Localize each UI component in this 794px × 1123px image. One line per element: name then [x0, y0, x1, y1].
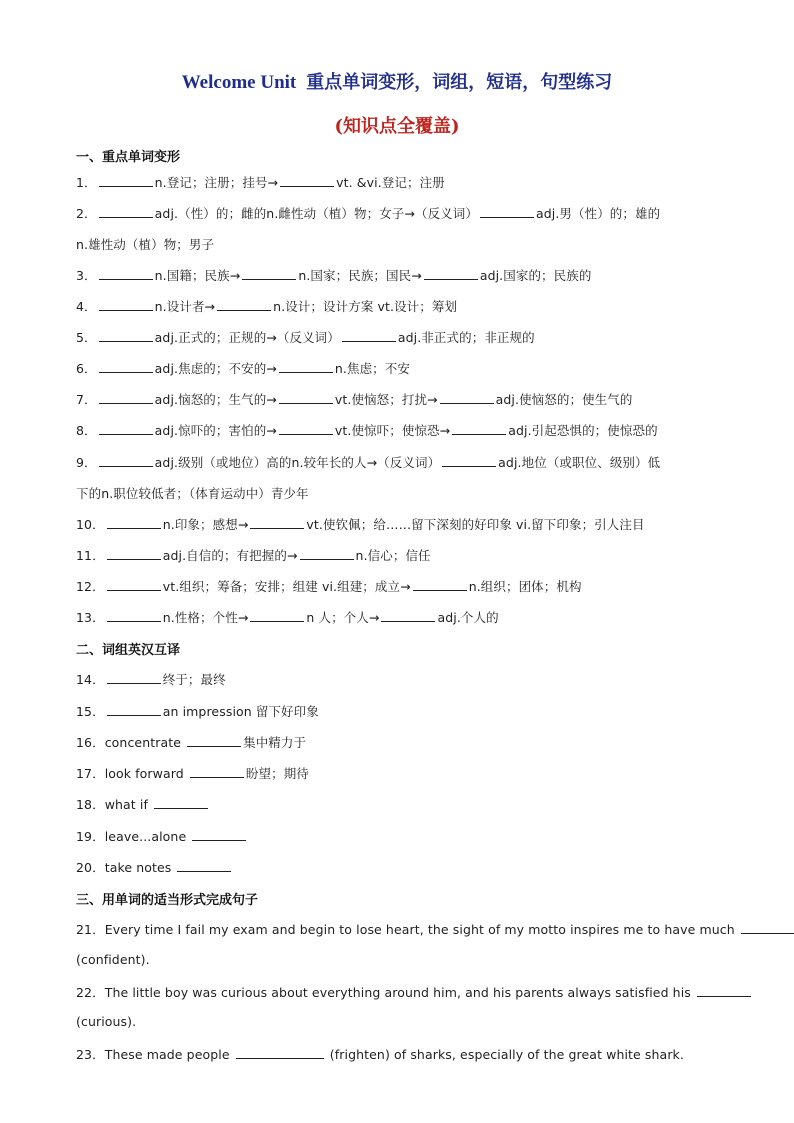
question-6: 6． adj.焦虑的；不安的→ n.焦虑；不安 — [76, 361, 410, 376]
section-heading-word-forms: 一、重点单词变形 — [76, 150, 181, 165]
answer-blank[interactable] — [107, 609, 161, 622]
answer-blank[interactable] — [452, 422, 506, 435]
question-9: 9． adj.级别（或地位）高的n.较年长的人→（反义词） adj.地位（或职位、级别）低 — [76, 455, 661, 470]
answer-blank[interactable] — [99, 454, 153, 467]
answer-blank[interactable] — [279, 391, 333, 404]
question-12: 12． vt.组织；筹备；安排；组建 vi.组建；成立→ n.组织；团体；机构 — [76, 579, 582, 594]
answer-blank[interactable] — [99, 391, 153, 404]
question-20: 20．take notes — [76, 858, 726, 876]
answer-blank[interactable] — [192, 828, 246, 841]
answer-blank[interactable] — [697, 984, 751, 997]
question-5: 5． adj.正式的；正规的→（反义词） adj.非正式的；非正规的 — [76, 330, 535, 345]
answer-blank[interactable] — [217, 298, 271, 311]
answer-blank[interactable] — [413, 578, 467, 591]
title-chinese: 重点单词变形，词组，短语，句型练习 — [306, 72, 613, 93]
question-18: 18．what if — [76, 795, 726, 813]
question-10: 10． n.印象；感想→ vt.使钦佩；给……留下深刻的好印象 vi.留下印象；引人注目 — [76, 517, 645, 532]
answer-blank[interactable] — [250, 516, 304, 529]
answer-blank[interactable] — [442, 454, 496, 467]
answer-blank[interactable] — [440, 391, 494, 404]
answer-blank[interactable] — [107, 671, 161, 684]
question-2: 2． adj.（性）的；雌的n.雌性动（植）物；女子→（反义词） adj.男（性）的；雄的 — [76, 206, 661, 221]
answer-blank[interactable] — [107, 547, 161, 560]
answer-blank[interactable] — [480, 205, 534, 218]
answer-blank[interactable] — [342, 329, 396, 342]
answer-blank[interactable] — [99, 329, 153, 342]
question-13: 13． n.性格；个性→ n 人；个人→ adj.个人的 — [76, 610, 499, 625]
question-4: 4． n.设计者→ n.设计；设计方案 vt.设计；筹划 — [76, 299, 458, 314]
question-11: 11． adj.自信的；有把握的→ n.信心；信任 — [76, 548, 431, 563]
section-heading-phrase-translation: 二、词组英汉互译 — [76, 643, 181, 658]
answer-blank[interactable] — [107, 703, 161, 716]
answer-blank[interactable] — [177, 859, 231, 872]
worksheet-subtitle: (知识点全覆盖) — [334, 116, 460, 137]
question-22: 22．The little boy was curious about everything around him, and his parents always satisfied his — [76, 983, 726, 1001]
answer-blank[interactable] — [154, 796, 208, 809]
answer-blank[interactable] — [280, 174, 334, 187]
question-23: 23．These made people (frighten) of sharks, especially of the great white shark. — [76, 1047, 684, 1062]
answer-blank[interactable] — [424, 267, 478, 280]
answer-blank[interactable] — [279, 360, 333, 373]
answer-blank[interactable] — [99, 267, 153, 280]
question-3: 3． n.国籍；民族→ n.国家；民族；国民→ adj.国家的；民族的 — [76, 268, 592, 283]
answer-blank[interactable] — [190, 765, 244, 778]
question-22-continued: (curious). — [76, 1014, 137, 1029]
answer-blank[interactable] — [279, 422, 333, 435]
answer-blank[interactable] — [107, 516, 161, 529]
question-15: 15． an impression 留下好印象 — [76, 704, 319, 719]
worksheet-title — [0, 68, 794, 94]
question-16: 16．concentrate 集中精力于 — [76, 735, 307, 750]
answer-blank[interactable] — [99, 422, 153, 435]
question-9-continued: 下的n.职位较低者；（体育运动中）青少年 — [76, 486, 309, 501]
answer-blank[interactable] — [741, 921, 794, 934]
question-8: 8． adj.惊吓的；害怕的→ vt.使惊吓；使惊恐→ adj.引起恐惧的；使惊恐的 — [76, 423, 658, 438]
question-21: 21．Every time I fail my exam and begin to lose heart, the sight of my motto inspires me to have much — [76, 920, 726, 938]
question-19: 19．leave...alone — [76, 827, 726, 845]
answer-blank[interactable] — [99, 174, 153, 187]
question-1: 1． n.登记；注册；挂号→ vt. &vi.登记；注册 — [76, 175, 445, 190]
answer-blank[interactable] — [99, 360, 153, 373]
answer-blank[interactable] — [236, 1046, 324, 1059]
answer-blank[interactable] — [250, 609, 304, 622]
answer-blank[interactable] — [187, 734, 241, 747]
title-english: Welcome Unit — [181, 72, 297, 93]
question-17: 17．look forward 盼望；期待 — [76, 766, 309, 781]
answer-blank[interactable] — [99, 298, 153, 311]
answer-blank[interactable] — [381, 609, 435, 622]
answer-blank[interactable] — [242, 267, 296, 280]
question-14: 14． 终于；最终 — [76, 672, 226, 687]
answer-blank[interactable] — [300, 547, 354, 560]
question-21-continued: (confident). — [76, 952, 150, 967]
question-7: 7． adj.恼怒的；生气的→ vt.使恼怒；打扰→ adj.使恼怒的；使生气的 — [76, 392, 633, 407]
answer-blank[interactable] — [107, 578, 161, 591]
section-heading-sentence-completion: 三、用单词的适当形式完成句子 — [76, 893, 259, 908]
question-2-continued: n.雄性动（植）物；男子 — [76, 237, 215, 252]
answer-blank[interactable] — [99, 205, 153, 218]
